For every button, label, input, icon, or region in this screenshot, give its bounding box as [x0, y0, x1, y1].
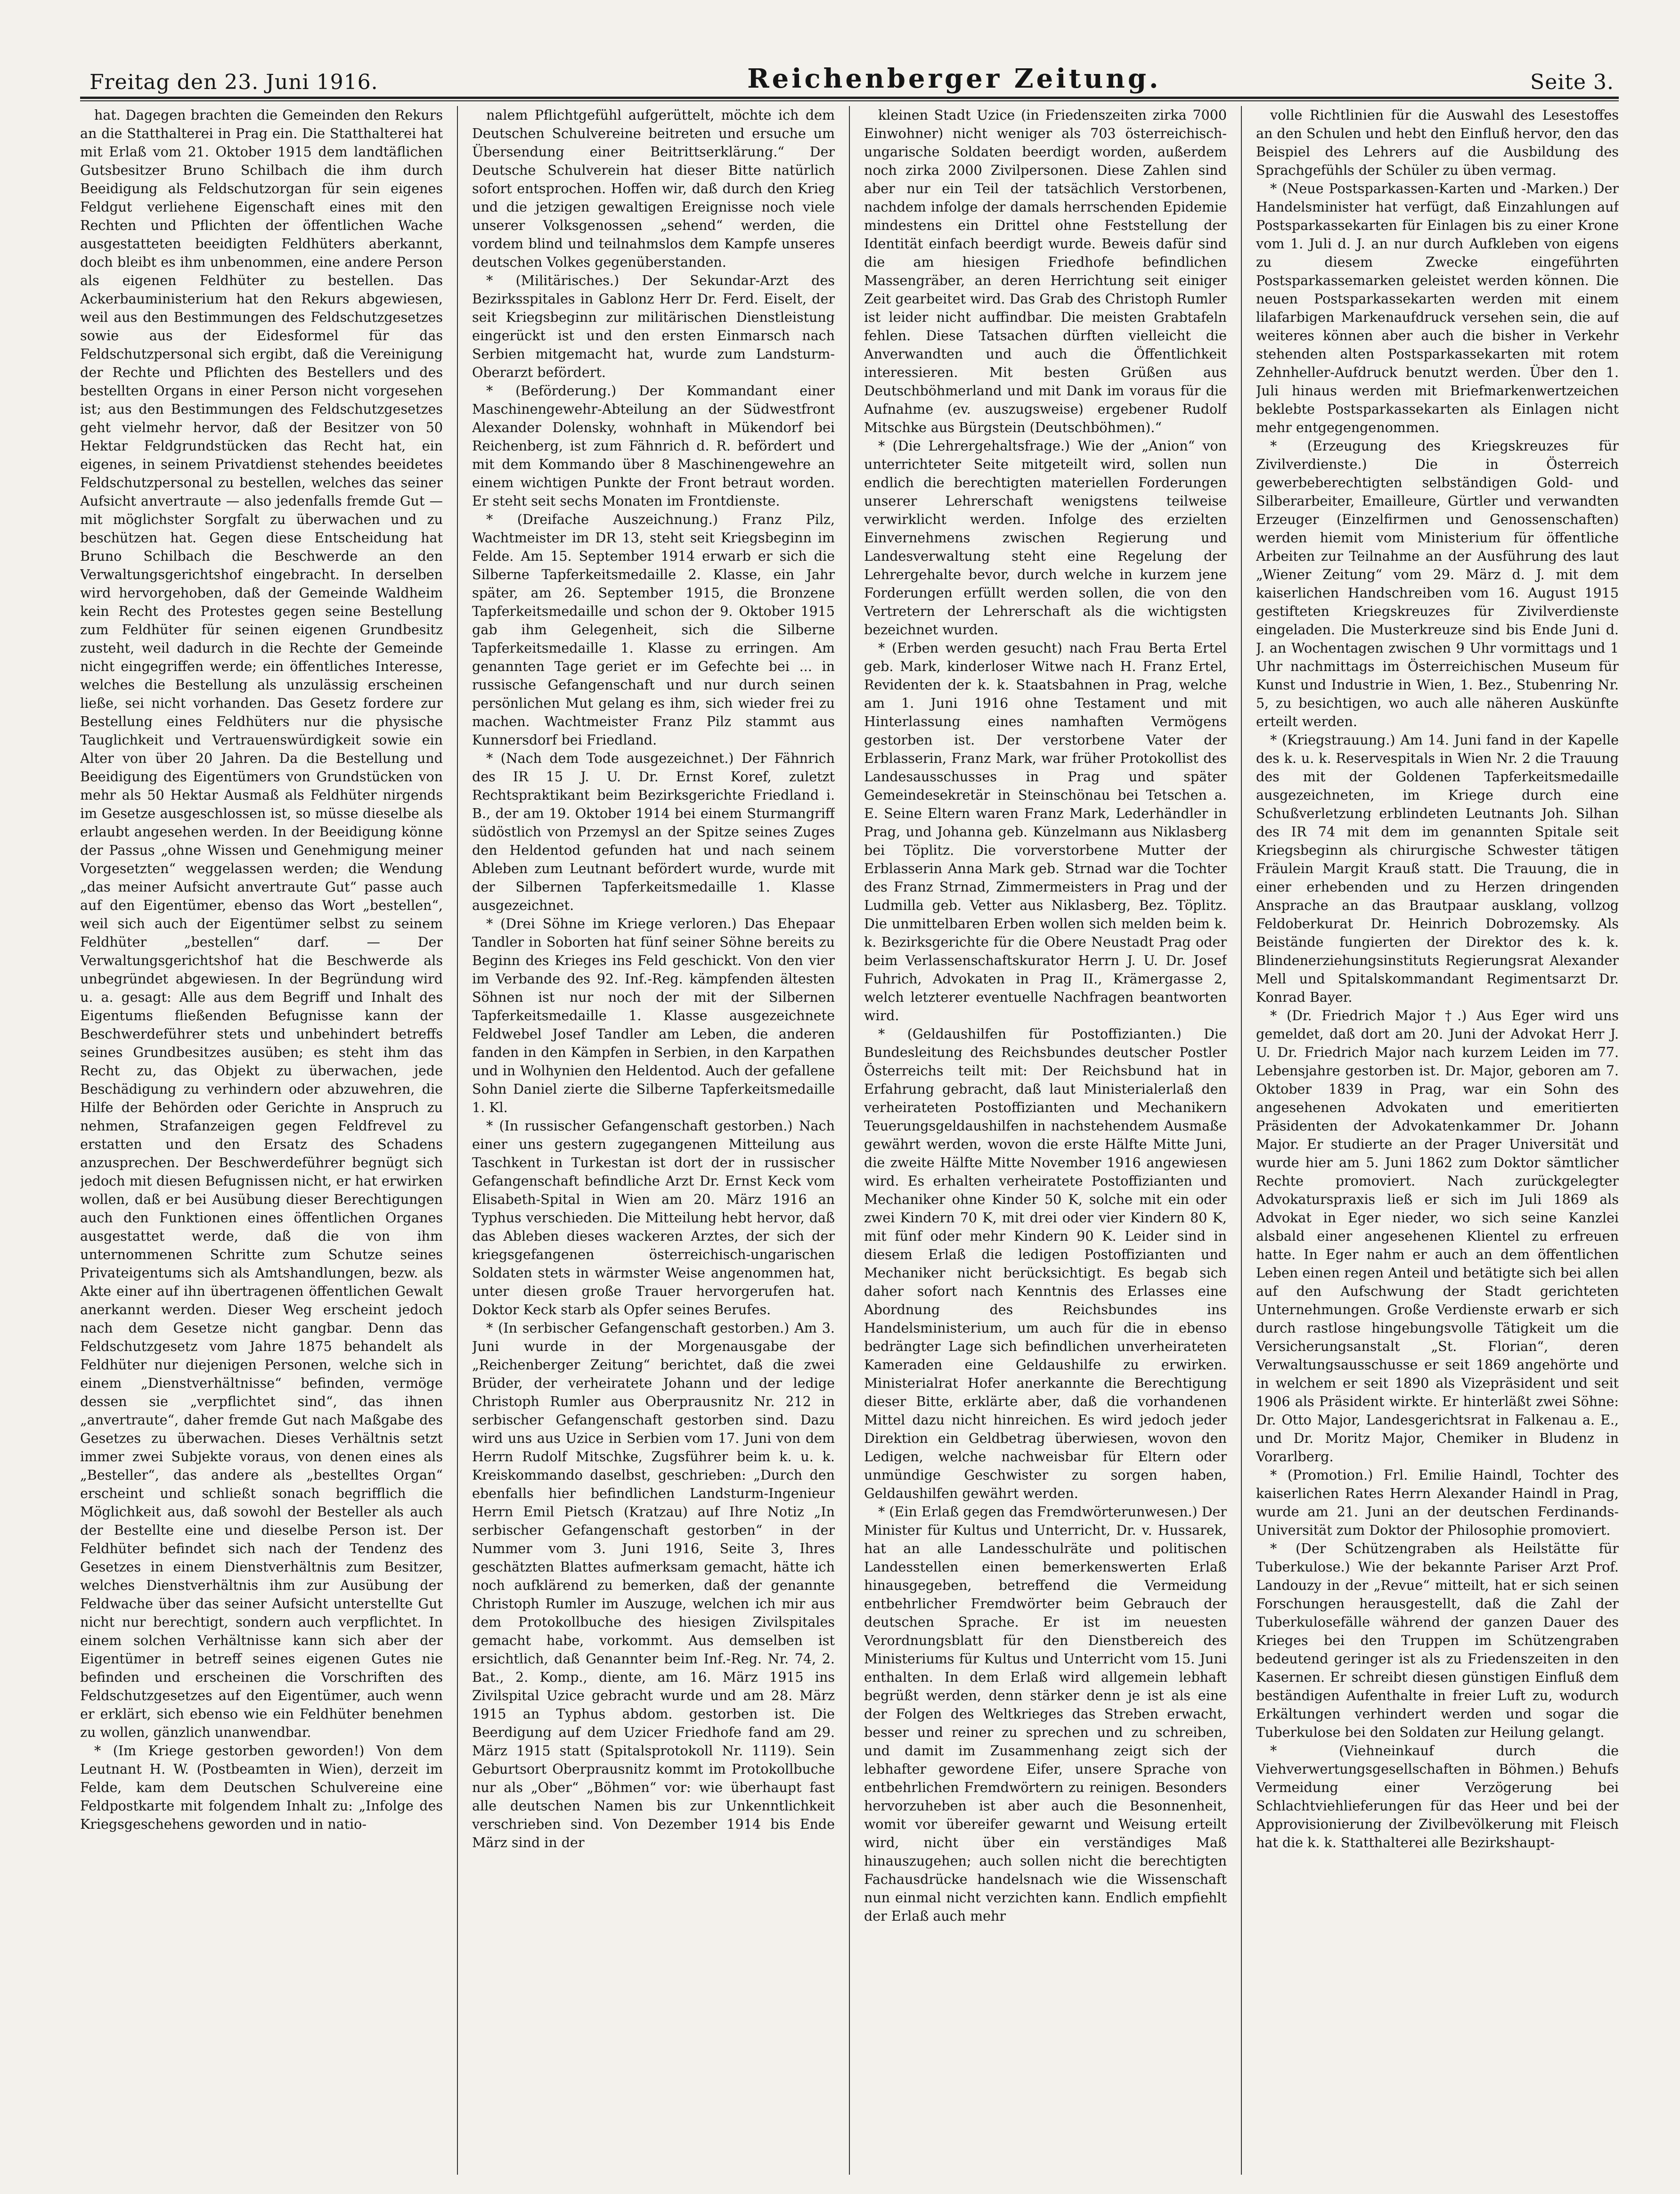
article-text: volle Richtlinien für die Auswahl des Lesestoffes an den Schulen und hebt den Einfluß hervor, den das Beispiel des Lehrers auf die Ausbildung des Sprachgefühls der Schüler zu üben vermag.	[1256, 107, 1619, 178]
article-text: kleinen Stadt Uzice (in Friedenszeiten zirka 7000 Einwohner) nicht weniger als 703 österreichisch-ungarische Soldaten beerdigt worden, außerdem noch zirka 2000 Zivilpersonen. Diese Zahlen sind aber nur ein Teil der tatsächlich Verstorbenen, nachdem infolge der damals herrschenden Epidemie mindestens ein Drittel ohne Feststellung der Identität einfach beerdigt wurde. Beweis dafür sind die am hiesigen Friedhofe befindlichen Massengräber, an deren Herrichtung seit einiger Zeit gearbeitet wird. Das Grab des Christoph Rumler ist leider nicht auffindbar. Die meisten Grabtafeln fehlen. Diese Tatsachen dürften vielleicht die Anverwandten und auch die Öffentlichkeit interessieren. Mit besten Grüßen aus Deutschböhmerland und mit Dank im voraus für die Aufnahme (ev. auszugsweise) ergebener Rudolf Mitschke aus Bürgstein (Deutschböhmen).“	[864, 107, 1227, 435]
article-text: * (Erben werden gesucht) nach Frau Berta Ertel geb. Mark, kinderloser Witwe nach H. Franz Ertel, Revidenten der k. k. Staatsbahnen in Prag, welche am 1. Juni 1916 ohne Testament und mit Hinterlassung eines namhaften Vermögens gestorben ist. Der verstorbene Vater der Erblasserin, Franz Mark, war früher Protokollist des Landesausschusses in Prag und später Gemeindesekretär in Steinschönau bei Tetschen a. E. Seine Eltern waren Franz Mark, Lederhändler in Prag, und Johanna geb. Künzelmann aus Niklasberg bei Töplitz. Die vorverstorbene Mutter der Erblasserin Anna Mark geb. Strnad war die Tochter des Franz Strnad, Zimmermeisters in Prag und der Ludmilla geb. Vetter aus Niklasberg, Bez. Töplitz. Die unmittelbaren Erben wollen sich melden beim k. k. Bezirksgerichte für die Obere Neustadt Prag oder beim Verlassenschaftskurator Herrn J. U. Dr. Josef Fuhrich, Advokaten in Prag II., Krämergasse 2, welch letzterer eventuelle Nachfragen beantworten wird.	[864, 640, 1227, 1023]
article-text: * (Ein Erlaß gegen das Fremdwörterunwesen.) Der Minister für Kultus und Unterricht, Dr. v. Hussarek, hat an alle Landesschulräte und politischen Landesstellen einen bemerkenswerten Erlaß hinausgegeben, betreffend die Vermeidung entbehrlicher Fremdwörter beim Gebrauch der deutschen Sprache. Er ist im neuesten Verordnungsblatt für den Dienstbereich des Ministeriums für Kultus und Unterricht vom 15. Juni enthalten. In dem Erlaß wird allgemein lebhaft begrüßt werden, denn stärker denn je ist als eine der Folgen des Weltkrieges das Streben erwacht, besser und reiner zu sprechen und zu schreiben, und damit im Zusammenhang zeigt sich der lebhafter gewordene Eifer, unsere Sprache von entbehrlichen Fremdwörtern zu reinigen. Besonders hervorzuheben ist aber auch die Besonnenheit, womit vor übereifer gewarnt und Weisung erteilt wird, nicht über ein verständiges Maß hinauszugehen; auch sollen nicht die berechtigten Fachausdrücke handelsnach wie die Wissenschaft nun einmal nicht verzichten kann. Endlich empfiehlt der Erlaß auch mehr	[864, 1504, 1227, 1924]
article-text: * (Neue Postsparkassen-Karten und -Marken.) Der Handelsminister hat verfügt, daß Einzahlungen auf Postsparkassekarten für Einlagen bis zu einer Krone vom 1. Juli d. J. an nur durch Aufkleben von eigens zu diesem Zwecke eingeführten Postsparkassemarken geleistet werden können. Die neuen Postsparkassekarten werden mit einem lilafarbigen Markenaufdruck versehen sein, die auf weiteres können aber auch die bisher in Verkehr stehenden alten Postsparkassekarten mit rotem Zehnheller-Aufdruck benutzt werden. Über den 1. Juli hinaus werden mit Briefmarkenwertzeichen beklebte Postsparkassekarten als Einlagen nicht mehr entgegengenommen.	[1256, 181, 1619, 435]
article-text: * (Dr. Friedrich Major †.) Aus Eger wird uns gemeldet, daß dort am 20. Juni der Advokat Herr J. U. Dr. Friedrich Major nach kurzem Leiden im 77. Lebensjahre gestorben ist. Dr. Major, geboren am 7. Oktober 1839 in Prag, war ein Sohn des angesehenen Advokaten und emeritierten Präsidenten der Advokatenkammer Dr. Johann Major. Er studierte an der Prager Universität und wurde hier am 5. Juni 1862 zum Doktor sämtlicher Rechte promoviert. Nach zurückgelegter Advokaturspraxis ließ er sich im Juli 1869 als Advokat in Eger nieder, wo sich seine Kanzlei alsbald einer angesehenen Klientel zu erfreuen hatte. In Eger nahm er auch an dem öffentlichen Leben einen regen Anteil und betätigte sich bei allen auf den Aufschwung der Stadt gerichteten Unternehmungen. Große Verdienste erwarb er sich durch rastlose hingebungsvolle Tätigkeit um die Versicherungsanstalt „St. Florian“, deren Verwaltungsausschusse er seit 1869 angehörte und in welchem er seit 1890 als Vizepräsident und seit 1906 als Präsident wirkte. Er hinterläßt zwei Söhne: Dr. Otto Major, Landesgerichtsrat in Falkenau a. E., und Dr. Moritz Major, Chemiker in Bludenz in Vorarlberg.	[1256, 1008, 1619, 1465]
article-text: * (In russischer Gefangenschaft gestorben.) Nach einer uns gestern zugegangenen Mitteilung aus Taschkent in Turkestan ist dort der in russischer Gefangenschaft befindliche Arzt Dr. Ernst Keck vom Elisabeth-Spital in Wien am 20. März 1916 an Typhus verschieden. Die Mitteilung hebt hervor, daß das Ableben dieses wackeren Arztes, der sich der kriegsgefangenen österreichisch-ungarischen Soldaten stets in wärmster Weise angenommen hat, unter diesen große Trauer hervorgerufen hat. Doktor Keck starb als Opfer seines Berufes.	[472, 1118, 835, 1318]
page-header	[90, 61, 1614, 94]
column-2	[472, 106, 835, 2175]
masthead-title: Reichenberger Zeitung.	[747, 63, 1161, 94]
article-text: hat. Dagegen brachten die Gemeinden den Rekurs an die Statthalterei in Prag ein. Die Statthalterei hat mit Erlaß vom 21. Oktober 1915 dem landtäflichen Gutsbesitzer Bruno Schilbach die ihm durch Beeidigung als Feldschutzorgan für sein eigenes Feldgut verliehene Eigenschaft eines mit den Rechten und Pflichten der öffentlichen Wache ausgestatteten beeidigten Feldhüters aberkannt, doch bleibt es ihm unbenommen, eine andere Person als eigenen Feldhüter zu bestellen. Das Ackerbauministerium hat den Rekurs abgewiesen, weil aus den Bestimmungen des Feldschutzgesetzes sowie aus der Eidesformel für das Feldschutzpersonal sich ergibt, daß die Vereinigung der Rechte und Pflichten des Bestellers und des bestellten Organs in einer Person nicht vorgesehen ist; aus den Bestimmungen des Feldschutzgesetzes geht vielmehr hervor, daß der Besitzer von 50 Hektar Feldgrundstücken das Recht hat, ein eigenes, in seinem Privatdienst stehendes beeidetes Feldschutzpersonal zu bestellen, welches das seiner Aufsicht anvertraute — also jedenfalls fremde Gut — mit möglichster Sorgfalt zu überwachen und zu beschützen hat. Gegen diese Entscheidung hat Bruno Schilbach die Beschwerde an den Verwaltungsgerichtshof eingebracht. In derselben wird hervorgehoben, daß der Gemeinde Waldheim kein Recht des Protestes gegen seine Bestellung zum Feldhüter für seinen eigenen Grundbesitz zusteht, weil dadurch in die Rechte der Gemeinde nicht eingegriffen werde; ein öffentliches Interesse, welches die Bestellung als unzulässig erscheinen ließe, sei nicht vorhanden. Das Gesetz fordere zur Bestellung eines Feldhüters nur die physische Tauglichkeit und Vertrauenswürdigkeit sowie ein Alter von über 20 Jahren. Da die Bestellung und Beeidigung des Eigentümers von Grundstücken von mehr als 50 Hektar Ausmaß als Feldhüter nirgends im Gesetze ausgeschlossen ist, so müsse dieselbe als erlaubt angesehen werden. In der Beeidigung könne der Passus „ohne Wissen und Genehmigung meiner Vorgesetzten“ weggelassen werden; die Wendung „das meiner Aufsicht anvertraute Gut“ passe auch auf den Eigentümer, ebenso das Wort „bestellen“, weil sich auch der Eigentümer selbst zu seinem Feldhüter „bestellen“ darf. — Der Verwaltungsgerichtshof hat die Beschwerde als unbegründet abgewiesen. In der Begründung wird u. a. gesagt: Alle aus dem Begriff und Inhalt des Eigentums fließenden Befugnisse kann der Beschwerdeführer stets und unbehindert betreffs seines Grundbesitzes ausüben; es steht ihm das Recht zu, das Objekt zu überwachen, jede Beschädigung zu verhindern oder abzuwehren, die Hilfe der Behörden oder Gerichte in Anspruch zu nehmen, Strafanzeigen gegen Feldfrevel zu erstatten und den Ersatz des Schadens anzusprechen. Der Beschwerdeführer begnügt sich jedoch mit diesen Befugnissen nicht, er hat erwirken wollen, daß er bei Ausübung dieser Berechtigungen auch den Funktionen eines öffentlichen Organes ausgestattet werde, daß die von ihm unternommenen Schritte zum Schutze seines Privateigentums sich als Amtshandlungen, bezw. als Akte einer auf ihn übertragenen öffentlichen Gewalt anerkannt werden. Dieser Weg erscheint jedoch nach dem Gesetze nicht gangbar. Denn das Feldschutzgesetz vom Jahre 1875 behandelt als Feldhüter nur diejenigen Personen, welche sich in einem „Dienstverhältnisse“ befinden, vermöge dessen sie „verpflichtet sind“, das ihnen „anvertraute“, daher fremde Gut nach Maßgabe des Gesetzes zu überwachen. Dieses Verhältnis setzt immer zwei Subjekte voraus, von denen eines als „Besteller“, das andere als „bestelltes Organ“ erscheint und schließt sonach begrifflich die Möglichkeit aus, daß sowohl der Besteller als auch der Bestellte eine und dieselbe Person ist. Der Feldhüter befindet sich nach der Tendenz des Gesetzes in einem Dienstverhältnis zum Besitzer, welches Dienstverhältnis ihm zur Ausübung der Feldwache über das seiner Aufsicht unterstellte Gut nicht nur berechtigt, sondern auch verpflichtet. In einem solchen Verhältnisse kann sich aber der Eigentümer in betreff seines eigenen Gutes nie befinden und erscheinen die Vorschriften des Feldschutzgesetzes auf den Eigentümer, auch wenn er erklärt, sich ebenso wie ein Feldhüter benehmen zu wollen, gänzlich unanwendbar.	[80, 107, 443, 1740]
article-text: * (Beförderung.) Der Kommandant einer Maschinengewehr-Abteilung an der Südwestfront Alexander Dolensky, wohnhaft in Mükendorf bei Reichenberg, ist zum Fähnrich d. R. befördert und mit dem Kommando über 8 Maschinengewehre an einem wichtigen Punkte der Front betraut worden. Er steht seit sechs Monaten im Frontdienste.	[472, 383, 835, 509]
header-date: Freitag den 23. Juni 1916.	[90, 70, 378, 94]
column-4	[1256, 106, 1619, 2175]
article-text: * (Geldaushilfen für Postoffizianten.) Die Bundesleitung des Reichsbundes deutscher Postler Österreichs teilt mit: Der Reichsbund hat in Erfahrung gebracht, daß laut Ministerialerlaß den verheirateten Postoffizianten und Mechanikern Teuerungsgeldaushilfen in nachstehendem Ausmaße gewährt werden, wovon die erste Hälfte Mitte Juni, die zweite Hälfte Mitte November 1916 angewiesen wird. Es erhalten verheiratete Postoffizianten und Mechaniker ohne Kinder 50 K, solche mit ein oder zwei Kindern 70 K, mit drei oder vier Kindern 80 K, mit fünf oder mehr Kindern 90 K. Leider sind in diesem Erlaß die ledigen Postoffizianten und Mechaniker nicht berücksichtigt. Es begab sich daher sofort nach Kenntnis des Erlasses eine Abordnung des Reichsbundes ins Handelsministerium, um auch für die in ebenso bedrängter Lage sich befindlichen unverheirateten Kameraden eine Geldaushilfe zu erwirken. Ministerialrat Hofer anerkannte die Berechtigung dieser Bitte, erklärte aber, daß die vorhandenen Mittel dazu nicht hinreichen. Es wird jedoch jeder Direktion ein Geldbetrag überwiesen, wovon den Ledigen, welche nachweisbar für Eltern oder unmündige Geschwister zu sorgen haben, Geldaushilfen gewährt werden.	[864, 1026, 1227, 1501]
article-text: * (Drei Söhne im Kriege verloren.) Das Ehepaar Tandler in Soborten hat fünf seiner Söhne bereits zu Beginn des Krieges ins Feld geschickt. Von den vier im Verbande des 92. Inf.-Reg. kämpfenden ältesten Söhnen ist nur noch der mit der Silbernen Tapferkeitsmedaille 1. Klasse ausgezeichnete Feldwebel Josef Tandler am Leben, die anderen fanden in den Kämpfen in Serbien, in den Karpathen und in Wolhynien den Heldentod. Auch der gefallene Sohn Daniel zierte die Silberne Tapferkeitsmedaille 1. Kl.	[472, 916, 835, 1115]
column-3	[864, 106, 1227, 2175]
article-text: * (Erzeugung des Kriegskreuzes für Zivilverdienste.) Die in Österreich gewerbeberechtigten selbständigen Gold- und Silberarbeiter, Emailleure, Gürtler und verwandten Erzeuger (Einzelfirmen und Genossenschaften) werden hiemit vom Ministerium für öffentliche Arbeiten zur Teilnahme an der Ausführung des laut „Wiener Zeitung“ vom 29. März d. J. mit dem kaiserlichen Handschreiben vom 16. August 1915 gestifteten Kriegskreuzes für Zivilverdienste eingeladen. Die Musterkreuze sind bis Ende Juni d. J. an Wochentagen zwischen 9 Uhr vormittags und 1 Uhr nachmittags im Österreichischen Museum für Kunst und Industrie in Wien, 1. Bez., Stubenring Nr. 5, zu besichtigen, wo auch alle näheren Auskünfte erteilt werden.	[1256, 438, 1619, 729]
header-rule-thin	[80, 100, 1619, 101]
article-text: * (Viehneinkauf durch die Viehverwertungsgesellschaften in Böhmen.) Behufs Vermeidung einer Verzögerung bei Schlachtviehlieferungen für das Heer und bei der Approvisionierung der Zivilbevölkerung mit Fleisch hat die k. k. Statthalterei alle Bezirkshaupt-	[1256, 1743, 1619, 1850]
article-text: * (Der Schützengraben als Heilstätte für Tuberkulose.) Wie der bekannte Pariser Arzt Prof. Landouzy in der „Revue“ mitteilt, hat er sich seinen Forschungen herausgestellt, daß die Zahl der Tuberkulosefälle während der ganzen Dauer des Krieges bei den Truppen im Schützengraben bedeutend geringer ist als zu Friedenszeiten in den Kasernen. Er schreibt diesen günstigen Einfluß dem beständigen Aufenthalte in freier Luft zu, wodurch Erkältungen verhindert werden und sogar die Tuberkulose bei den Soldaten zur Heilung gelangt.	[1256, 1541, 1619, 1740]
article-text: nalem Pflichtgefühl aufgerüttelt, möchte ich dem Deutschen Schulvereine beitreten und ersuche um Übersendung einer Beitrittserklärung.“ Der Deutsche Schulverein hat dieser Bitte natürlich sofort entsprochen. Hoffen wir, daß durch den Krieg und die jetzigen gewaltigen Ereignisse noch viele unserer Volksgenossen „sehend“ werden, die vordem blind und teilnahmslos dem Kampfe unseres deutschen Volkes gegenüberstanden.	[472, 107, 835, 270]
column-1	[80, 106, 443, 2175]
article-text: * (Die Lehrergehaltsfrage.) Wie der „Anion“ von unterrichteter Seite mitgeteilt wird, sollen nun endlich die berechtigten materiellen Forderungen unserer Lehrerschaft wenigstens teilweise verwirklicht werden. Infolge des erzielten Einvernehmens zwischen Regierung und Landesverwaltung steht eine Regelung der Lehrergehalte bevor, durch welche in kurzem jene Forderungen erfüllt werden sollen, die von den Vertretern der Lehrerschaft als die wichtigsten bezeichnet wurden.	[864, 438, 1227, 638]
article-text: * (Kriegstrauung.) Am 14. Juni fand in der Kapelle des k. u. k. Reservespitals in Wien Nr. 2 die Trauung des mit der Goldenen Tapferkeitsmedaille ausgezeichneten, im Kriege durch eine Schußverletzung erblindeten Leutnants Joh. Silhan des IR 74 mit dem im genannten Spitale seit Kriegsbeginn als chirurgische Schwester tätigen Fräulein Margit Krauß statt. Die Trauung, die in einer erhebenden und zu Herzen dringenden Ansprache an das Brautpaar ausklang, vollzog Feldoberkurat Dr. Heinrich Dobrozemsky. Als Beistände fungierten der Direktor des k. k. Blindenerziehungsinstituts Regierungsrat Alexander Mell und Spitalskommandant Regimentsarzt Dr. Konrad Bayer.	[1256, 732, 1619, 1005]
article-columns	[80, 106, 1619, 2179]
article-text: * (Promotion.) Frl. Emilie Haindl, Tochter des kaiserlichen Rates Herrn Alexander Haindl in Prag, wurde am 21. Juni an der deutschen Ferdinands-Universität zum Doktor der Philosophie promoviert.	[1256, 1467, 1619, 1538]
page-number: Seite 3.	[1530, 70, 1614, 94]
article-text: * (Dreifache Auszeichnung.) Franz Pilz, Wachtmeister im DR 13, steht seit Kriegsbeginn im Felde. Am 15. September 1914 erwarb er sich die Silberne Tapferkeitsmedaille 2. Klasse, ein Jahr später, am 26. September 1915, die Bronzene Tapferkeitsmedaille und schon der 9. Oktober 1915 gab ihm Gelegenheit, sich die Silberne Tapferkeitsmedaille 1. Klasse zu erringen. Am genannten Tage geriet er im Gefechte bei ... in russische Gefangenschaft und nur durch seinen persönlichen Mut gelang es ihm, sich wieder frei zu machen. Wachtmeister Franz Pilz stammt aus Kunnersdorf bei Friedland.	[472, 512, 835, 748]
column-divider	[849, 106, 850, 2175]
article-text: * (Militärisches.) Der Sekundar-Arzt des Bezirksspitales in Gablonz Herr Dr. Ferd. Eiselt, der seit Kriegsbeginn zur militärischen Dienstleistung eingerückt ist und den ersten Einmarsch nach Serbien mitgemacht hat, wurde zum Landsturm-Oberarzt befördert.	[472, 273, 835, 380]
article-text: * (Nach dem Tode ausgezeichnet.) Der Fähnrich des IR 15 J. U. Dr. Ernst Koref, zuletzt Rechtspraktikant beim Bezirksgerichte Friedland i. B., der am 19. Oktober 1914 bei einem Sturmangriff südöstlich von Przemysl an der Spitze seines Zuges den Heldentod gefunden hat und nach seinem Ableben zum Leutnant befördert wurde, wurde mit der Silbernen Tapferkeitsmedaille 1. Klasse ausgezeichnet.	[472, 751, 835, 913]
column-divider	[1241, 106, 1242, 2175]
column-divider	[457, 106, 458, 2175]
article-text: * (In serbischer Gefangenschaft gestorben.) Am 3. Juni wurde in der Morgenausgabe der „Reichenberger Zeitung“ berichtet, daß die zwei Brüder, der verheiratete Johann und der ledige Christoph Rumler aus Oberprausnitz Nr. 212 in serbischer Gefangenschaft gestorben sind. Dazu wird uns aus Uzice in Serbien vom 17. Juni von dem Herrn Rudolf Mitschke, Zugsführer beim k. u. k. Kreiskommando daselbst, geschrieben: „Durch den ebenfalls hier befindlichen Landsturm-Ingenieur Herrn Emil Pietsch (Kratzau) auf Ihre Notiz „In serbischer Gefangenschaft gestorben“ in der Nummer vom 3. Juni 1916, Seite 3, Ihres geschätzten Blattes aufmerksam gemacht, hätte ich noch aufklärend zu bemerken, daß der genannte Christoph Rumler im Auszuge, welchen ich mir aus dem Protokollbuche des hiesigen Zivilspitales gemacht habe, vorkommt. Aus demselben ist ersichtlich, daß Genannter beim Inf.-Reg. Nr. 74, 2. Bat., 2. Komp., diente, am 16. März 1915 ins Zivilspital Uzice gebracht wurde und am 28. März 1915 an Typhus abdom. gestorben ist. Die Beerdigung auf dem Uzicer Friedhofe fand am 29. März 1915 statt (Spitalsprotokoll Nr. 1119). Sein Geburtsort Oberprausnitz kommt im Protokollbuche nur als „Ober“ „Böhmen“ vor: wie überhaupt fast alle deutschen Namen bis zur Unkenntlichkeit verschrieben sind. Von Dezember 1914 bis Ende März sind in der	[472, 1320, 835, 1850]
article-text: * (Im Kriege gestorben geworden!) Von dem Leutnant H. W. (Postbeamten in Wien), derzeit im Felde, kam dem Deutschen Schulvereine eine Feldpostkarte mit folgendem Inhalt zu: „Infolge des Kriegsgeschehens geworden und in natio-	[80, 1743, 443, 1832]
